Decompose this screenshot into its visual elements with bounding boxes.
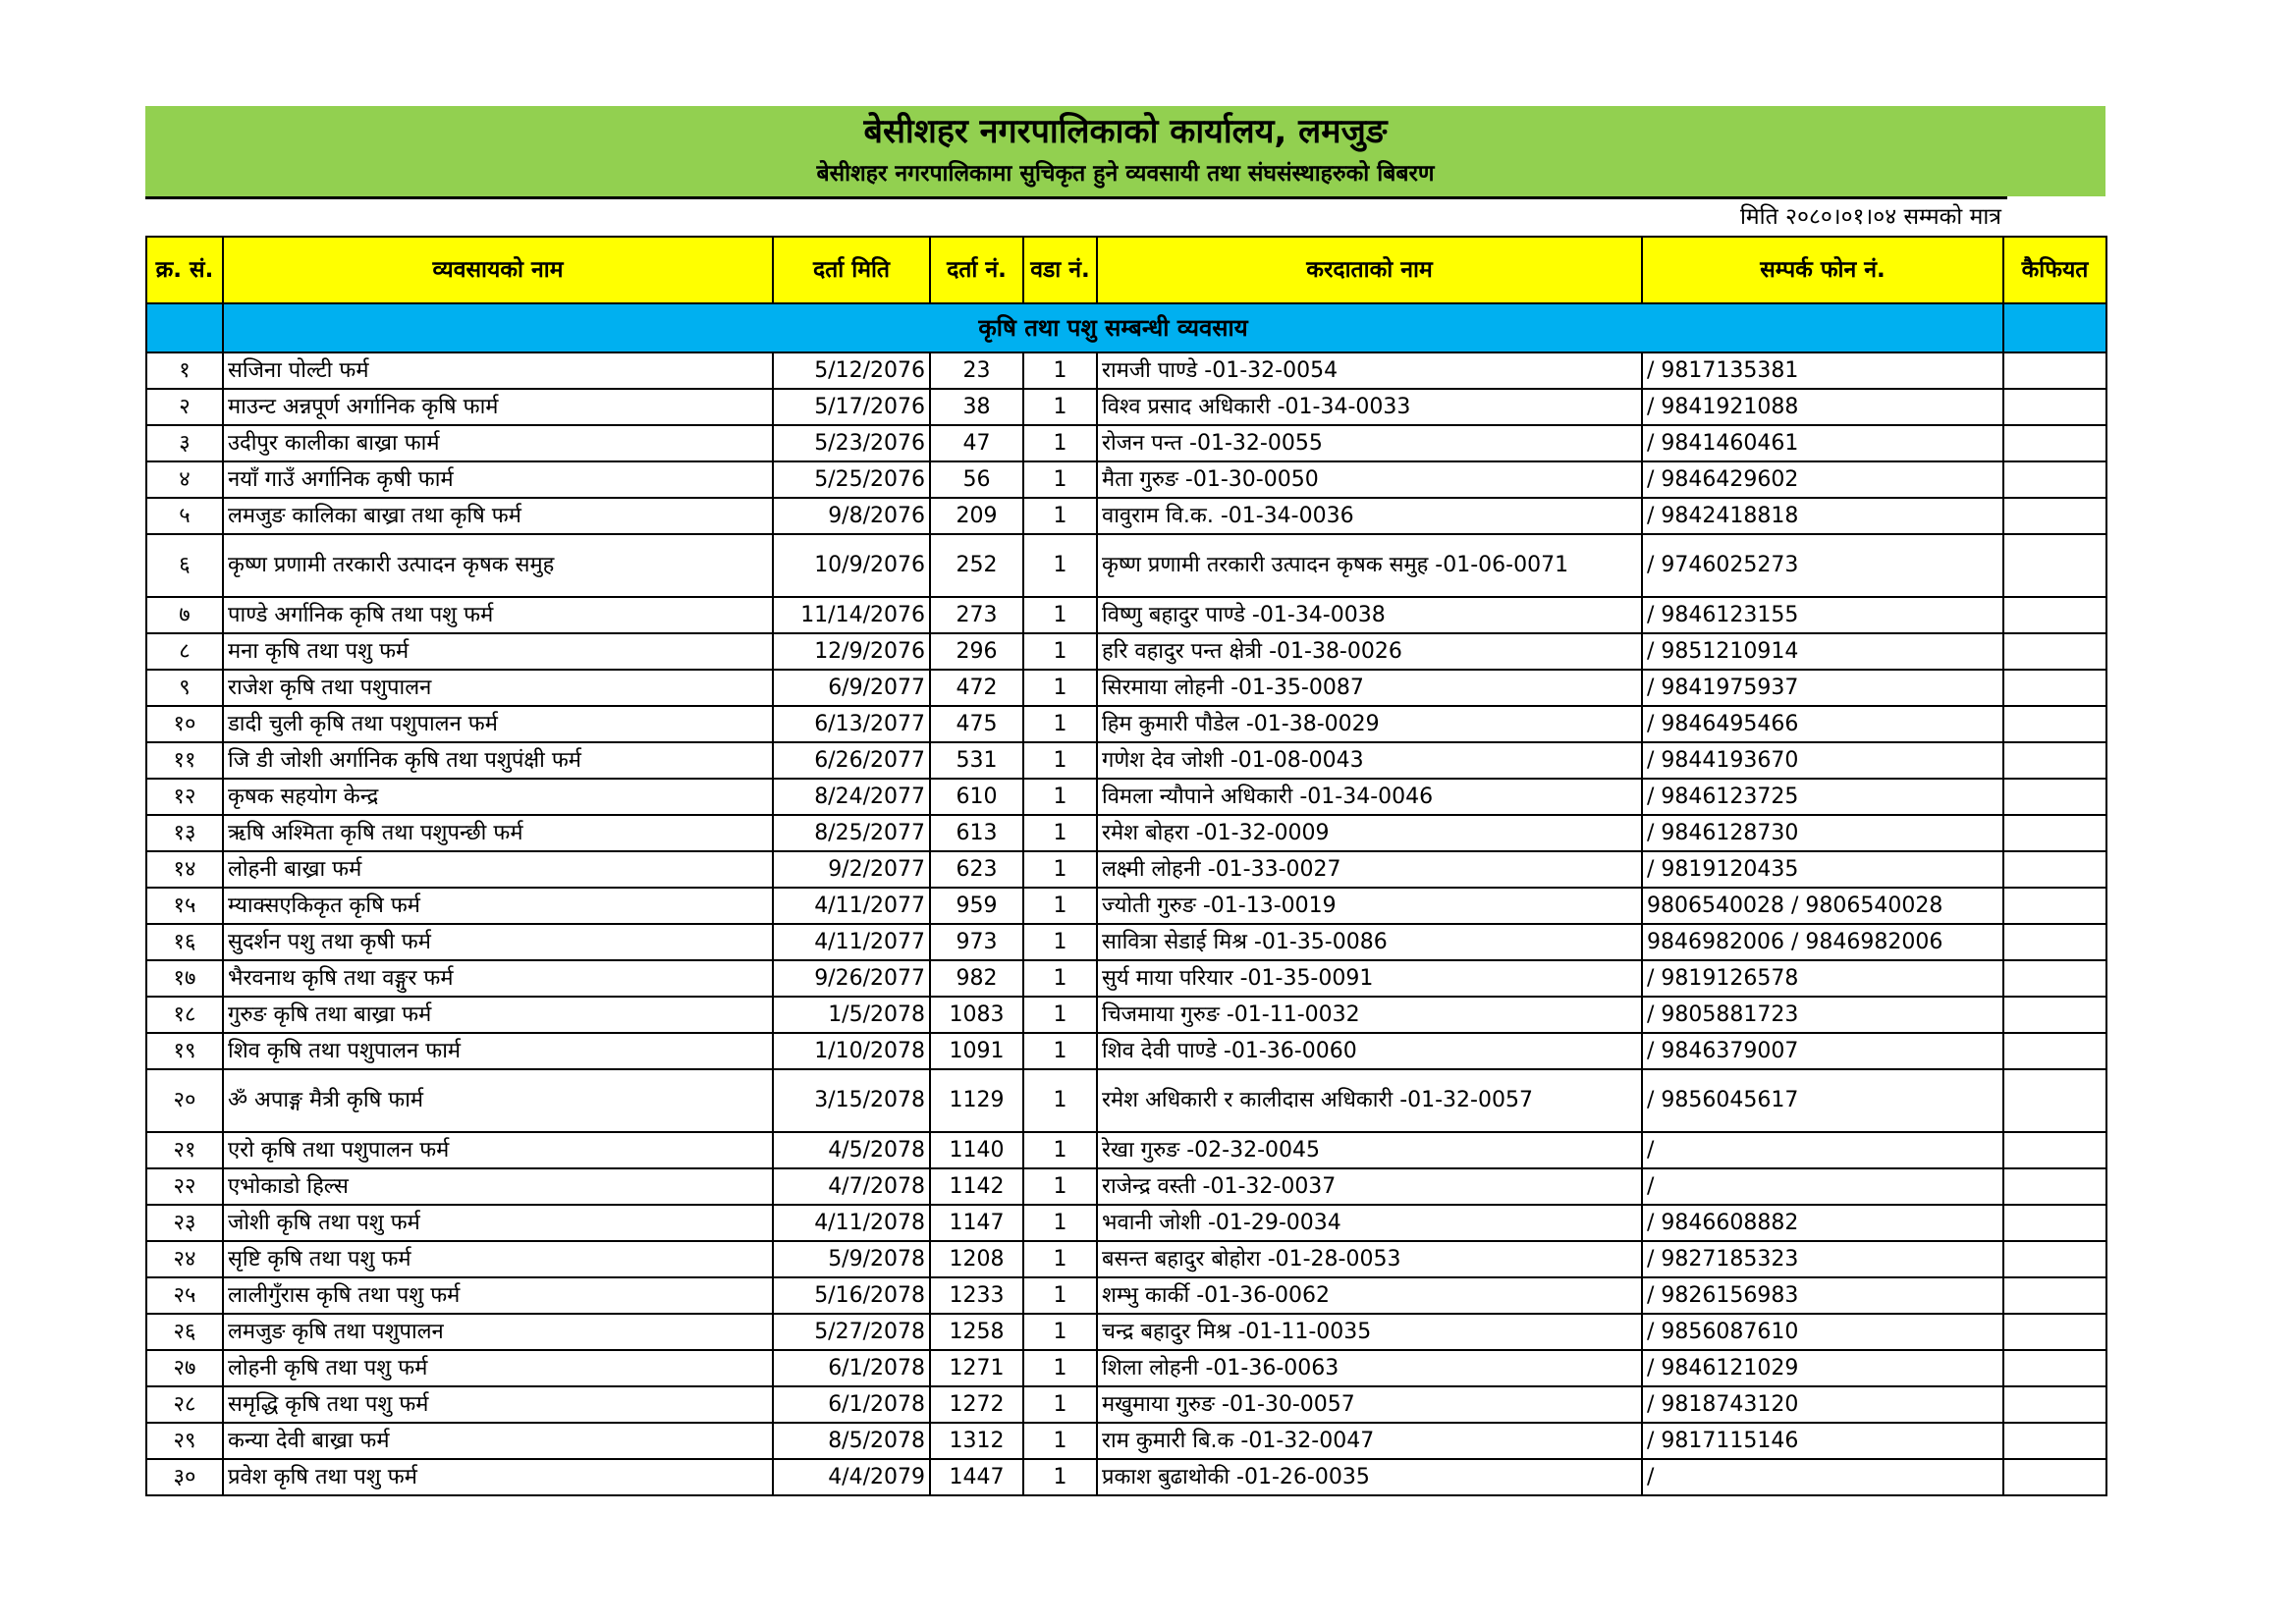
cell-phone: / 9846123725 (1642, 779, 2003, 815)
cell-sn: ११ (146, 742, 223, 779)
cell-reg-no: 23 (930, 352, 1023, 389)
cell-reg-date: 6/26/2077 (773, 742, 930, 779)
table-row (146, 1386, 2106, 1423)
cell-reg-no: 1129 (930, 1069, 1023, 1132)
cell-taxpayer: राजेन्द्र वस्ती -01-32-0037 (1097, 1168, 1642, 1205)
cell-phone: / 9746025273 (1642, 534, 2003, 597)
table-row (146, 706, 2106, 742)
cell-reg-date: 10/9/2076 (773, 534, 930, 597)
cell-business-name: समृद्धि कृषि तथा पशु फर्म (223, 1386, 773, 1423)
cell-business-name: मना कृषि तथा पशु फर्म (223, 633, 773, 670)
cell-business-name: भैरवनाथ कृषि तथा वङ्गुर फर्म (223, 960, 773, 997)
cell-sn: ३० (146, 1459, 223, 1495)
cell-taxpayer: रामजी पाण्डे -01-32-0054 (1097, 352, 1642, 389)
cell-business-name: नयाँ गाउँ अर्गानिक कृषी फार्म (223, 461, 773, 498)
cell-phone: / 9846608882 (1642, 1205, 2003, 1241)
cell-sn: २५ (146, 1277, 223, 1314)
table-row (146, 1168, 2106, 1205)
cell-ward: 1 (1023, 888, 1097, 924)
cell-reg-no: 973 (930, 924, 1023, 960)
cell-sn: १२ (146, 779, 223, 815)
cell-taxpayer: रमेश अधिकारी र कालीदास अधिकारी -01-32-0057 (1097, 1069, 1642, 1132)
cell-ward: 1 (1023, 597, 1097, 633)
table-row (146, 534, 2106, 597)
cell-reg-no: 273 (930, 597, 1023, 633)
cell-reg-date: 3/15/2078 (773, 1069, 930, 1132)
table-row (146, 389, 2106, 425)
table-row (146, 960, 2106, 997)
cell-taxpayer: रमेश बोहरा -01-32-0009 (1097, 815, 1642, 851)
business-table (145, 236, 2107, 1496)
cell-taxpayer: मैता गुरुङ -01-30-0050 (1097, 461, 1642, 498)
cell-business-name: डादी चुली कृषि तथा पशुपालन फर्म (223, 706, 773, 742)
cell-reg-no: 1147 (930, 1205, 1023, 1241)
cell-taxpayer: शम्भु कार्की -01-36-0062 (1097, 1277, 1642, 1314)
cell-phone: / 9827185323 (1642, 1241, 2003, 1277)
col-header-remarks: कैफियत (2003, 237, 2106, 303)
cell-taxpayer: विश्व प्रसाद अधिकारी -01-34-0033 (1097, 389, 1642, 425)
cell-taxpayer: हरि वहादुर पन्त क्षेत्री -01-38-0026 (1097, 633, 1642, 670)
cell-ward: 1 (1023, 1033, 1097, 1069)
cell-remarks (2003, 1132, 2106, 1168)
table-row (146, 888, 2106, 924)
cell-ward: 1 (1023, 461, 1097, 498)
table-row (146, 498, 2106, 534)
cell-remarks (2003, 779, 2106, 815)
cell-phone: / 9846123155 (1642, 597, 2003, 633)
cell-phone: 9846982006 / 9846982006 (1642, 924, 2003, 960)
cell-reg-no: 472 (930, 670, 1023, 706)
table-row (146, 1069, 2106, 1132)
cell-reg-no: 1142 (930, 1168, 1023, 1205)
cell-phone: / 9842418818 (1642, 498, 2003, 534)
table-row (146, 924, 2106, 960)
cell-ward: 1 (1023, 1277, 1097, 1314)
cell-reg-date: 4/5/2078 (773, 1132, 930, 1168)
cell-sn: २७ (146, 1350, 223, 1386)
cell-remarks (2003, 1459, 2106, 1495)
cell-ward: 1 (1023, 1205, 1097, 1241)
cell-phone: / 9805881723 (1642, 997, 2003, 1033)
cell-taxpayer: रोजन पन्त -01-32-0055 (1097, 425, 1642, 461)
cell-reg-date: 4/11/2077 (773, 888, 930, 924)
cell-taxpayer: ज्योती गुरुङ -01-13-0019 (1097, 888, 1642, 924)
header-banner (145, 106, 2105, 196)
cell-sn: ८ (146, 633, 223, 670)
cell-phone: / 9818743120 (1642, 1386, 2003, 1423)
table-row (146, 1423, 2106, 1459)
cell-reg-date: 5/27/2078 (773, 1314, 930, 1350)
cell-remarks (2003, 389, 2106, 425)
cell-sn: १९ (146, 1033, 223, 1069)
cell-remarks (2003, 425, 2106, 461)
section-title: कृषि तथा पशु सम्बन्धी व्यवसाय (223, 303, 2003, 352)
cell-remarks (2003, 1069, 2106, 1132)
cell-phone: / 9819120435 (1642, 851, 2003, 888)
cell-reg-no: 613 (930, 815, 1023, 851)
cell-business-name: म्याक्सएकिकृत कृषि फर्म (223, 888, 773, 924)
table-row (146, 742, 2106, 779)
cell-sn: ३ (146, 425, 223, 461)
cell-phone: / 9841460461 (1642, 425, 2003, 461)
cell-reg-no: 475 (930, 706, 1023, 742)
cell-reg-no: 982 (930, 960, 1023, 997)
cell-taxpayer: विष्णु बहादुर पाण्डे -01-34-0038 (1097, 597, 1642, 633)
cell-remarks (2003, 1033, 2106, 1069)
section-row (146, 303, 2106, 352)
cell-reg-date: 6/9/2077 (773, 670, 930, 706)
cell-business-name: राजेश कृषि तथा पशुपालन (223, 670, 773, 706)
cell-ward: 1 (1023, 498, 1097, 534)
cell-business-name: एभोकाडो हिल्स (223, 1168, 773, 1205)
table-row (146, 1132, 2106, 1168)
cell-phone: / 9819126578 (1642, 960, 2003, 997)
table-row (146, 1314, 2106, 1350)
cell-taxpayer: चिजमाया गुरुङ -01-11-0032 (1097, 997, 1642, 1033)
col-header-business: व्यवसायको नाम (223, 237, 773, 303)
cell-business-name: उदीपुर कालीका बाख्रा फार्म (223, 425, 773, 461)
cell-business-name: लमजुङ कृषि तथा पशुपालन (223, 1314, 773, 1350)
cell-remarks (2003, 1423, 2106, 1459)
cell-reg-date: 9/26/2077 (773, 960, 930, 997)
cell-reg-no: 623 (930, 851, 1023, 888)
table-row (146, 1033, 2106, 1069)
cell-remarks (2003, 352, 2106, 389)
cell-reg-no: 1447 (930, 1459, 1023, 1495)
cell-business-name: माउन्ट अन्नपूर्ण अर्गानिक कृषि फार्म (223, 389, 773, 425)
table-row (146, 597, 2106, 633)
cell-sn: २ (146, 389, 223, 425)
cell-reg-date: 4/4/2079 (773, 1459, 930, 1495)
cell-business-name: प्रवेश कृषि तथा पशु फर्म (223, 1459, 773, 1495)
cell-reg-no: 1208 (930, 1241, 1023, 1277)
cell-sn: १६ (146, 924, 223, 960)
cell-taxpayer: हिम कुमारी पौडेल -01-38-0029 (1097, 706, 1642, 742)
col-header-reg-date: दर्ता मिति (773, 237, 930, 303)
cell-business-name: जि डी जोशी अर्गानिक कृषि तथा पशुपंक्षी फर्म (223, 742, 773, 779)
cell-business-name: कृषक सहयोग केन्द्र (223, 779, 773, 815)
cell-ward: 1 (1023, 352, 1097, 389)
col-header-taxpayer: करदाताको नाम (1097, 237, 1642, 303)
cell-sn: २९ (146, 1423, 223, 1459)
cell-ward: 1 (1023, 534, 1097, 597)
cell-phone: / 9841921088 (1642, 389, 2003, 425)
cell-remarks (2003, 670, 2106, 706)
cell-taxpayer: भवानी जोशी -01-29-0034 (1097, 1205, 1642, 1241)
cell-reg-no: 1140 (930, 1132, 1023, 1168)
page-title: बेसीशहर नगरपालिकाको कार्यालय, लमजुङ (863, 112, 1388, 151)
cell-phone: / 9846495466 (1642, 706, 2003, 742)
cell-reg-date: 4/11/2077 (773, 924, 930, 960)
cell-reg-date: 9/8/2076 (773, 498, 930, 534)
cell-taxpayer: बसन्त बहादुर बोहोरा -01-28-0053 (1097, 1241, 1642, 1277)
cell-reg-date: 5/25/2076 (773, 461, 930, 498)
cell-business-name: ॐ अपाङ्ग मैत्री कृषि फार्म (223, 1069, 773, 1132)
cell-reg-date: 11/14/2076 (773, 597, 930, 633)
cell-sn: ९ (146, 670, 223, 706)
cell-reg-no: 1258 (930, 1314, 1023, 1350)
cell-taxpayer: मखुमाया गुरुङ -01-30-0057 (1097, 1386, 1642, 1423)
cell-business-name: लोहनी कृषि तथा पशु फर्म (223, 1350, 773, 1386)
cell-sn: २१ (146, 1132, 223, 1168)
cell-business-name: ऋषि अश्मिता कृषि तथा पशुपन्छी फर्म (223, 815, 773, 851)
cell-sn: २६ (146, 1314, 223, 1350)
cell-sn: १५ (146, 888, 223, 924)
cell-phone: / 9856087610 (1642, 1314, 2003, 1350)
cell-remarks (2003, 706, 2106, 742)
cell-ward: 1 (1023, 924, 1097, 960)
cell-remarks (2003, 597, 2106, 633)
cell-business-name: लालीगुँरास कृषि तथा पशु फर्म (223, 1277, 773, 1314)
cell-reg-date: 8/24/2077 (773, 779, 930, 815)
cell-sn: १८ (146, 997, 223, 1033)
cell-taxpayer: वावुराम वि.क. -01-34-0036 (1097, 498, 1642, 534)
cell-reg-date: 6/13/2077 (773, 706, 930, 742)
cell-taxpayer: सुर्य माया परियार -01-35-0091 (1097, 960, 1642, 997)
table-row (146, 815, 2106, 851)
cell-phone: / 9856045617 (1642, 1069, 2003, 1132)
cell-phone: / (1642, 1459, 2003, 1495)
cell-sn: २८ (146, 1386, 223, 1423)
cell-remarks (2003, 924, 2106, 960)
cell-remarks (2003, 960, 2106, 997)
cell-sn: ५ (146, 498, 223, 534)
cell-reg-no: 38 (930, 389, 1023, 425)
cell-reg-date: 5/16/2078 (773, 1277, 930, 1314)
cell-taxpayer: विमला न्यौपाने अधिकारी -01-34-0046 (1097, 779, 1642, 815)
cell-ward: 1 (1023, 960, 1097, 997)
cell-taxpayer: शिला लोहनी -01-36-0063 (1097, 1350, 1642, 1386)
cell-remarks (2003, 1277, 2106, 1314)
cell-remarks (2003, 888, 2106, 924)
cell-reg-no: 531 (930, 742, 1023, 779)
table-row (146, 352, 2106, 389)
cell-reg-no: 47 (930, 425, 1023, 461)
cell-ward: 1 (1023, 1423, 1097, 1459)
cell-ward: 1 (1023, 1241, 1097, 1277)
cell-reg-no: 959 (930, 888, 1023, 924)
cell-remarks (2003, 1168, 2106, 1205)
col-header-sn: क्र. सं. (146, 237, 223, 303)
cell-phone: / (1642, 1168, 2003, 1205)
table-row (146, 1205, 2106, 1241)
cell-phone: / 9846128730 (1642, 815, 2003, 851)
cell-ward: 1 (1023, 425, 1097, 461)
cell-ward: 1 (1023, 670, 1097, 706)
table-row (146, 633, 2106, 670)
date-note: मिति २०८०।०१।०४ सम्मको मात्र (1739, 204, 2001, 230)
cell-phone: / 9851210914 (1642, 633, 2003, 670)
cell-ward: 1 (1023, 742, 1097, 779)
table-row (146, 425, 2106, 461)
cell-sn: ६ (146, 534, 223, 597)
cell-remarks (2003, 815, 2106, 851)
col-header-phone: सम्पर्क फोन नं. (1642, 237, 2003, 303)
table-row (146, 997, 2106, 1033)
table-row (146, 1459, 2106, 1495)
table-row (146, 1277, 2106, 1314)
cell-business-name: शिव कृषि तथा पशुपालन फार्म (223, 1033, 773, 1069)
cell-business-name: लमजुङ कालिका बाख्रा तथा कृषि फर्म (223, 498, 773, 534)
cell-ward: 1 (1023, 997, 1097, 1033)
cell-phone: / (1642, 1132, 2003, 1168)
cell-business-name: सृष्टि कृषि तथा पशु फर्म (223, 1241, 773, 1277)
cell-phone: / 9826156983 (1642, 1277, 2003, 1314)
cell-reg-no: 1271 (930, 1350, 1023, 1386)
cell-business-name: पाण्डे अर्गानिक कृषि तथा पशु फर्म (223, 597, 773, 633)
cell-ward: 1 (1023, 1314, 1097, 1350)
cell-ward: 1 (1023, 633, 1097, 670)
cell-business-name: एरो कृषि तथा पशुपालन फर्म (223, 1132, 773, 1168)
cell-phone: / 9817115146 (1642, 1423, 2003, 1459)
table-row (146, 851, 2106, 888)
cell-taxpayer: प्रकाश बुढाथोकी -01-26-0035 (1097, 1459, 1642, 1495)
cell-phone: / 9817135381 (1642, 352, 2003, 389)
cell-taxpayer: सिरमाया लोहनी -01-35-0087 (1097, 670, 1642, 706)
cell-sn: २० (146, 1069, 223, 1132)
cell-reg-no: 209 (930, 498, 1023, 534)
cell-reg-no: 1272 (930, 1386, 1023, 1423)
cell-ward: 1 (1023, 389, 1097, 425)
cell-taxpayer: शिव देवी पाण्डे -01-36-0060 (1097, 1033, 1642, 1069)
cell-reg-date: 6/1/2078 (773, 1350, 930, 1386)
cell-ward: 1 (1023, 1132, 1097, 1168)
cell-taxpayer: गणेश देव जोशी -01-08-0043 (1097, 742, 1642, 779)
cell-phone: / 9846379007 (1642, 1033, 2003, 1069)
cell-ward: 1 (1023, 1350, 1097, 1386)
cell-remarks (2003, 498, 2106, 534)
cell-remarks (2003, 1386, 2106, 1423)
cell-reg-no: 1233 (930, 1277, 1023, 1314)
page-subtitle: बेसीशहर नगरपालिकामा सुचिकृत हुने व्यवसायी तथा संघसंस्थाहरुको बिबरण (816, 161, 1435, 187)
col-header-ward: वडा नं. (1023, 237, 1097, 303)
table-row (146, 779, 2106, 815)
cell-reg-date: 4/11/2078 (773, 1205, 930, 1241)
cell-phone: / 9846121029 (1642, 1350, 2003, 1386)
cell-ward: 1 (1023, 1459, 1097, 1495)
cell-taxpayer: सावित्रा सेडाई मिश्र -01-35-0086 (1097, 924, 1642, 960)
cell-reg-no: 1091 (930, 1033, 1023, 1069)
cell-reg-date: 8/5/2078 (773, 1423, 930, 1459)
banner-divider (145, 196, 2007, 199)
cell-ward: 1 (1023, 815, 1097, 851)
cell-remarks (2003, 851, 2106, 888)
cell-ward: 1 (1023, 1386, 1097, 1423)
cell-sn: २२ (146, 1168, 223, 1205)
cell-reg-no: 296 (930, 633, 1023, 670)
table-row (146, 670, 2106, 706)
cell-sn: १४ (146, 851, 223, 888)
cell-business-name: सुदर्शन पशु तथा कृषी फर्म (223, 924, 773, 960)
cell-taxpayer: रेखा गुरुङ -02-32-0045 (1097, 1132, 1642, 1168)
cell-remarks (2003, 1350, 2106, 1386)
cell-sn: २४ (146, 1241, 223, 1277)
cell-reg-date: 5/9/2078 (773, 1241, 930, 1277)
cell-ward: 1 (1023, 706, 1097, 742)
table-header-row (146, 237, 2106, 303)
cell-reg-date: 5/23/2076 (773, 425, 930, 461)
cell-taxpayer: राम कुमारी बि.क -01-32-0047 (1097, 1423, 1642, 1459)
cell-phone: 9806540028 / 9806540028 (1642, 888, 2003, 924)
cell-taxpayer: लक्ष्मी लोहनी -01-33-0027 (1097, 851, 1642, 888)
cell-ward: 1 (1023, 1069, 1097, 1132)
cell-reg-no: 56 (930, 461, 1023, 498)
cell-business-name: जोशी कृषि तथा पशु फर्म (223, 1205, 773, 1241)
cell-reg-date: 12/9/2076 (773, 633, 930, 670)
cell-business-name: लोहनी बाख्रा फर्म (223, 851, 773, 888)
cell-remarks (2003, 1314, 2106, 1350)
cell-phone: / 9846429602 (1642, 461, 2003, 498)
cell-taxpayer: चन्द्र बहादुर मिश्र -01-11-0035 (1097, 1314, 1642, 1350)
cell-remarks (2003, 1205, 2106, 1241)
cell-reg-date: 1/10/2078 (773, 1033, 930, 1069)
cell-remarks (2003, 633, 2106, 670)
cell-taxpayer: कृष्ण प्रणामी तरकारी उत्पादन कृषक समुह -01-06-0071 (1097, 534, 1642, 597)
table-row (146, 1350, 2106, 1386)
col-header-reg-no: दर्ता नं. (930, 237, 1023, 303)
cell-phone: / 9844193670 (1642, 742, 2003, 779)
cell-remarks (2003, 461, 2106, 498)
cell-remarks (2003, 534, 2106, 597)
cell-reg-no: 1312 (930, 1423, 1023, 1459)
cell-sn: २३ (146, 1205, 223, 1241)
cell-sn: ७ (146, 597, 223, 633)
table-row (146, 461, 2106, 498)
cell-remarks (2003, 742, 2106, 779)
cell-phone: / 9841975937 (1642, 670, 2003, 706)
cell-reg-date: 5/17/2076 (773, 389, 930, 425)
cell-reg-date: 9/2/2077 (773, 851, 930, 888)
table-row (146, 1241, 2106, 1277)
cell-remarks (2003, 997, 2106, 1033)
cell-sn: १७ (146, 960, 223, 997)
cell-sn: १३ (146, 815, 223, 851)
cell-ward: 1 (1023, 779, 1097, 815)
cell-reg-date: 8/25/2077 (773, 815, 930, 851)
cell-sn: ४ (146, 461, 223, 498)
cell-ward: 1 (1023, 1168, 1097, 1205)
cell-reg-date: 1/5/2078 (773, 997, 930, 1033)
cell-business-name: कृष्ण प्रणामी तरकारी उत्पादन कृषक समुह (223, 534, 773, 597)
cell-reg-date: 6/1/2078 (773, 1386, 930, 1423)
cell-reg-no: 610 (930, 779, 1023, 815)
cell-business-name: कन्या देवी बाख्रा फर्म (223, 1423, 773, 1459)
cell-sn: १ (146, 352, 223, 389)
cell-reg-date: 5/12/2076 (773, 352, 930, 389)
cell-remarks (2003, 1241, 2106, 1277)
cell-business-name: गुरुङ कृषि तथा बाख्रा फर्म (223, 997, 773, 1033)
cell-business-name: सजिना पोल्टी फर्म (223, 352, 773, 389)
cell-reg-no: 1083 (930, 997, 1023, 1033)
cell-reg-no: 252 (930, 534, 1023, 597)
cell-sn: १० (146, 706, 223, 742)
cell-ward: 1 (1023, 851, 1097, 888)
cell-reg-date: 4/7/2078 (773, 1168, 930, 1205)
